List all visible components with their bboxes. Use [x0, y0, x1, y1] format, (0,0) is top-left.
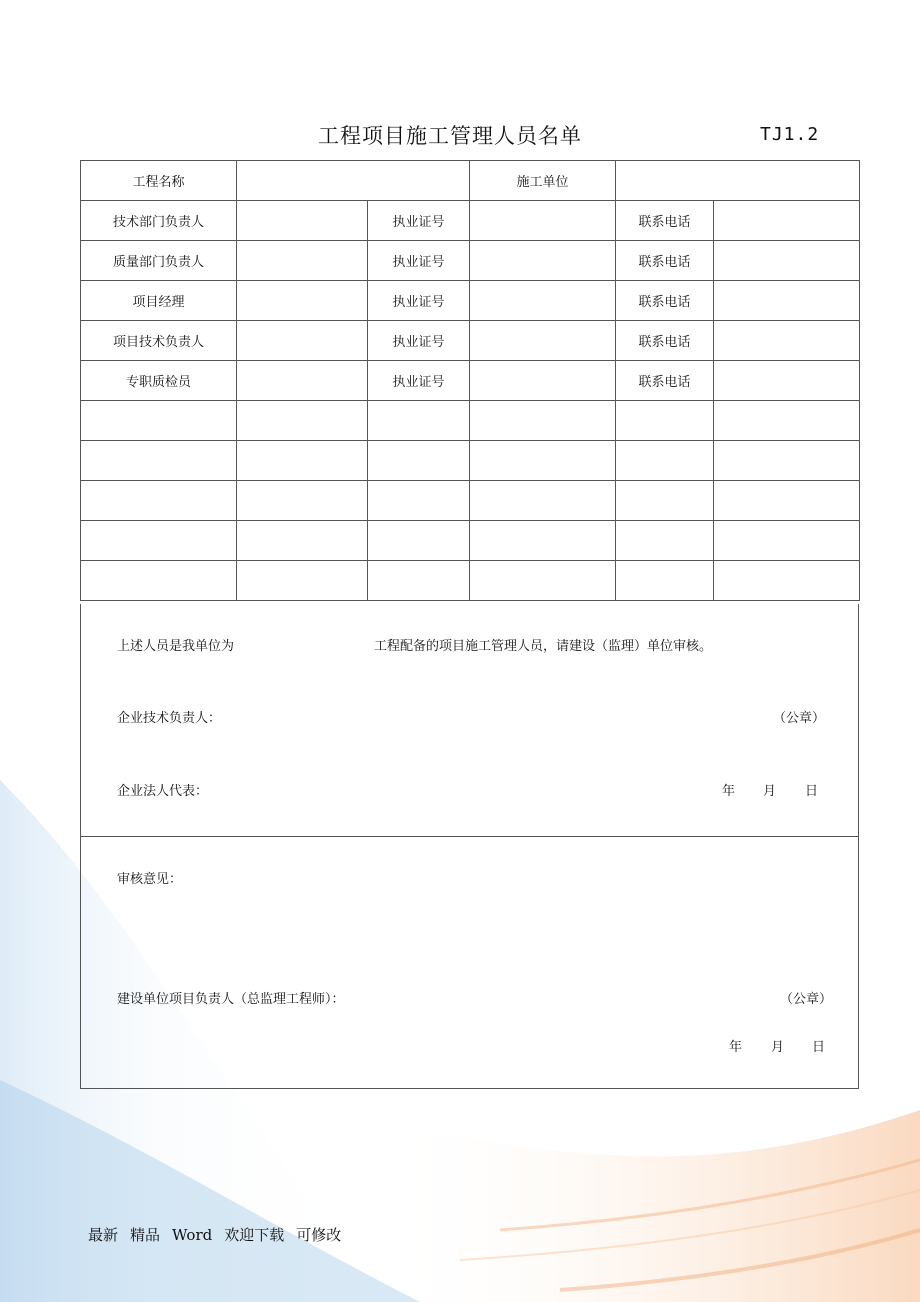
- cert-field[interactable]: [470, 241, 616, 281]
- contractor-label: 施工单位: [470, 161, 616, 201]
- blank-cell[interactable]: [368, 441, 470, 481]
- form-code: TJ1.2: [760, 124, 820, 145]
- name-field[interactable]: [237, 201, 368, 241]
- blank-cell[interactable]: [237, 401, 368, 441]
- contractor-field[interactable]: [616, 161, 860, 201]
- footer-item: Word: [172, 1226, 213, 1244]
- cert-label: 执业证号: [368, 361, 470, 401]
- blank-cell[interactable]: [616, 401, 714, 441]
- personnel-table: [80, 160, 860, 601]
- project-name-field[interactable]: [237, 161, 470, 201]
- year-label: 年: [722, 784, 736, 799]
- cert-label: 执业证号: [368, 281, 470, 321]
- blank-cell[interactable]: [616, 441, 714, 481]
- phone-field[interactable]: [714, 281, 860, 321]
- table-row: [81, 161, 860, 201]
- name-field[interactable]: [237, 361, 368, 401]
- review-section: [80, 836, 859, 1089]
- name-field[interactable]: [237, 321, 368, 361]
- footer-item: 可修改: [296, 1226, 342, 1244]
- blank-cell[interactable]: [714, 441, 860, 481]
- blank-cell[interactable]: [714, 561, 860, 601]
- footer-item: 欢迎下载: [224, 1226, 285, 1244]
- review-signer-label: 建设单位项目负责人（总监理工程师）：: [117, 992, 345, 1007]
- page-title: 工程项目施工管理人员名单: [318, 124, 582, 148]
- role-label: 技术部门负责人: [81, 201, 237, 241]
- blank-cell[interactable]: [470, 521, 616, 561]
- phone-label: 联系电话: [616, 201, 714, 241]
- empty-row: [81, 561, 860, 601]
- table-row: [81, 361, 860, 401]
- cert-label: 执业证号: [368, 321, 470, 361]
- blank-cell[interactable]: [616, 481, 714, 521]
- blank-cell[interactable]: [368, 521, 470, 561]
- table-row: [81, 321, 860, 361]
- project-name-label: 工程名称: [81, 161, 237, 201]
- tech-head-label: 企业技术负责人：: [117, 711, 222, 726]
- review-seal-label: （公章）: [780, 992, 833, 1007]
- empty-row: [81, 441, 860, 481]
- blank-cell[interactable]: [470, 441, 616, 481]
- month-label: 月: [763, 784, 777, 799]
- review-opinion-label: 审核意见：: [117, 872, 183, 887]
- blank-cell[interactable]: [368, 481, 470, 521]
- blank-cell[interactable]: [81, 401, 237, 441]
- phone-label: 联系电话: [616, 281, 714, 321]
- blank-cell[interactable]: [470, 401, 616, 441]
- review-day-label: 日: [812, 1040, 826, 1055]
- declaration-section: [80, 604, 859, 837]
- blank-cell[interactable]: [237, 521, 368, 561]
- phone-label: 联系电话: [616, 321, 714, 361]
- empty-row: [81, 521, 860, 561]
- table-row: [81, 281, 860, 321]
- cert-field[interactable]: [470, 321, 616, 361]
- role-label: 专职质检员: [81, 361, 237, 401]
- phone-label: 联系电话: [616, 361, 714, 401]
- cert-field[interactable]: [470, 361, 616, 401]
- phone-field[interactable]: [714, 321, 860, 361]
- review-month-label: 月: [771, 1040, 785, 1055]
- empty-row: [81, 481, 860, 521]
- cert-field[interactable]: [470, 201, 616, 241]
- declaration-text: 工程配备的项目施工管理人员，请建设（监理）单位审核。: [374, 639, 713, 654]
- blank-cell[interactable]: [237, 441, 368, 481]
- blank-cell[interactable]: [237, 561, 368, 601]
- footer-item: 精品: [130, 1226, 161, 1244]
- blank-cell[interactable]: [368, 561, 470, 601]
- blank-cell[interactable]: [714, 481, 860, 521]
- phone-label: 联系电话: [616, 241, 714, 281]
- blank-cell[interactable]: [81, 521, 237, 561]
- cert-label: 执业证号: [368, 201, 470, 241]
- table-row: [81, 241, 860, 281]
- footer-item: 最新: [88, 1226, 119, 1244]
- table-row: [81, 201, 860, 241]
- blank-cell[interactable]: [237, 481, 368, 521]
- day-label: 日: [805, 784, 819, 799]
- legal-rep-label: 企业法人代表：: [117, 784, 209, 799]
- phone-field[interactable]: [714, 201, 860, 241]
- role-label: 项目技术负责人: [81, 321, 237, 361]
- blank-cell[interactable]: [714, 401, 860, 441]
- name-field[interactable]: [237, 241, 368, 281]
- blank-cell[interactable]: [368, 401, 470, 441]
- blank-cell[interactable]: [470, 561, 616, 601]
- blank-cell[interactable]: [714, 521, 860, 561]
- blank-cell[interactable]: [81, 561, 237, 601]
- role-label: 项目经理: [81, 281, 237, 321]
- cert-label: 执业证号: [368, 241, 470, 281]
- declaration-lead: 上述人员是我单位为: [117, 639, 235, 654]
- phone-field[interactable]: [714, 241, 860, 281]
- blank-cell[interactable]: [81, 441, 237, 481]
- blank-cell[interactable]: [81, 481, 237, 521]
- seal-label: （公章）: [773, 711, 826, 726]
- footer-note: [88, 1224, 353, 1245]
- review-year-label: 年: [729, 1040, 743, 1055]
- role-label: 质量部门负责人: [81, 241, 237, 281]
- blank-cell[interactable]: [470, 481, 616, 521]
- blank-cell[interactable]: [616, 561, 714, 601]
- empty-row: [81, 401, 860, 441]
- name-field[interactable]: [237, 281, 368, 321]
- blank-cell[interactable]: [616, 521, 714, 561]
- cert-field[interactable]: [470, 281, 616, 321]
- phone-field[interactable]: [714, 361, 860, 401]
